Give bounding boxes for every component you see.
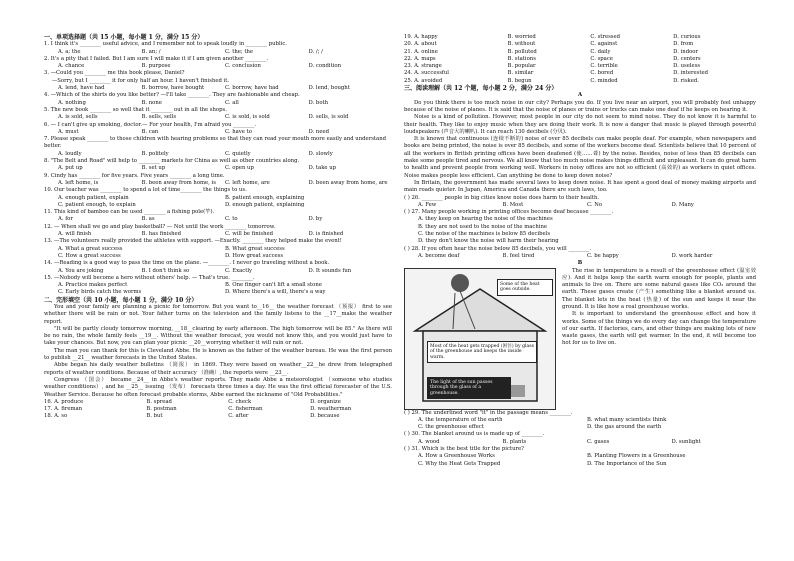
option: C. space — [590, 55, 613, 62]
option: 23. A. strange — [404, 63, 442, 70]
question-9: 9. Cindy has ________ for five years. Five years ________ a long time. — [44, 172, 225, 179]
option: A. enough patient, explain — [58, 194, 129, 201]
option: A. a; the — [58, 48, 81, 55]
q14-options — [44, 268, 392, 275]
question-1: 1. I think it's ________ useful advice, and I remember not to speak loudly in ________ public. — [44, 41, 287, 48]
option: B. borrow, have bought — [141, 85, 205, 92]
option: A. will finish — [58, 231, 92, 238]
option: C. is sold, is sold — [225, 114, 270, 121]
q13-options-row2 — [44, 253, 392, 260]
option: C. open up — [225, 165, 254, 172]
option: A. How a Greenhouse Works — [418, 453, 495, 460]
option: B. stations — [507, 55, 536, 62]
option: D. work harder — [671, 252, 713, 259]
option: A. Few — [418, 201, 437, 208]
option: D. risked. — [673, 77, 699, 84]
option: A. for — [58, 216, 73, 223]
question-29: ( ) 29. The underlined word "it" in the passage means ________. — [404, 409, 573, 416]
question-28: ( ) 28. If you often hear the noise below 85 decibels, you will ________. — [404, 245, 592, 252]
option: 25. A. avoided — [404, 77, 443, 84]
option: C. fisherman — [228, 406, 263, 413]
option: D. lend, bought — [308, 85, 350, 92]
option: C. Early birds catch the worms — [58, 289, 142, 296]
option: C. daily — [590, 48, 611, 55]
q3-options — [44, 85, 392, 92]
option: A. the temperature of the earth — [418, 416, 503, 423]
option: A. You are joking — [58, 267, 104, 274]
option: B. what many scientists think — [587, 416, 667, 423]
option: C. against — [590, 41, 618, 48]
option: B. begun — [507, 77, 532, 84]
sun-icon — [451, 274, 469, 292]
option: D. sells, is sold — [308, 114, 349, 121]
option: C. borrow, have had — [225, 85, 279, 92]
question-30: ( ) 30. The blanket around us is made up of ________. — [404, 431, 545, 438]
option: 21. A. online — [404, 48, 438, 55]
cloze-21-options — [404, 49, 756, 56]
option: C. gases — [587, 438, 610, 445]
option: C. the greenhouse effect — [418, 424, 484, 431]
question-12: 12. — When shall we go and play basketball? — Not until the work ________ tomorrow. — [44, 223, 276, 230]
question-6: 6. — I can't give up smoking, doctor.— For your health, I'm afraid you ________. — [44, 121, 257, 128]
passage-a-paragraph-2: Noise is a kind of pollution. However, most people in our city do not seem to mind noise. They do not know it is harmful to their health. They like to enjoy music when they are doing their work. It is now a danger that music is played through powerful loudspeakers (声音大的喇叭). It can reach 130 decibels (分贝). — [404, 114, 756, 135]
label-heat-trapped: Most of the heat gets trapped (困住) by glass of the greenhouse and keeps the inside warm. — [427, 341, 537, 364]
option: 20. A. about — [404, 41, 437, 48]
option: D. take up — [308, 165, 337, 172]
question-2: 2. It's a pity that I failed. But I am sure I will make it if I am given another ________. — [44, 55, 269, 62]
option: B. Planting Flowers in a Greenhouse — [587, 453, 686, 460]
option: C. to — [225, 216, 238, 223]
option: A. What a great success — [58, 245, 123, 252]
option: D. curious — [673, 34, 701, 40]
q6-options — [44, 129, 392, 136]
option: D. slowly — [308, 150, 333, 157]
cloze-23-options — [404, 63, 756, 70]
q30-options — [404, 439, 756, 446]
section-3-title: 三、阅读理解（共 12 个题，每小题 2 分，满分 24 分） — [404, 85, 558, 93]
q31-options-row1 — [404, 453, 756, 460]
option: D. Many — [671, 201, 694, 208]
option: B. One finger can't lift a small stone — [225, 282, 322, 289]
question-13: 13. —The volunteers really provided the athletes with support. —Exactly. ________ they helped make the event! — [44, 238, 342, 245]
option: C. minded — [590, 77, 618, 84]
option: A. chance — [58, 63, 85, 70]
option: B. has finished — [141, 231, 182, 238]
option: A. nothing — [58, 99, 86, 106]
passage-b-label: B — [577, 260, 583, 267]
option: D. useless — [673, 63, 701, 70]
option: C. stressed — [590, 34, 621, 40]
option: D. interested — [673, 70, 709, 77]
cloze-paragraph-2: "It will be partly cloudy tomorrow morning, __18__clearing by early afternoon. The high tomorrow will be 85." As there will be no rain, the whole family feels __19__. Without the weather forecast, you would not know this, and you would just have to take your chances. But now, you can plan your picnic __20__worrying whether it will rain or not. — [44, 325, 392, 347]
option: D. been away from home, are — [308, 179, 388, 186]
option: 16. A. produce — [44, 398, 84, 405]
option: B. none — [141, 99, 162, 106]
label-light-passes: The light of the sun passes through the glass of a greenhouse. — [427, 377, 511, 400]
option: B. feel tired — [502, 252, 535, 259]
option: B. polluted — [507, 48, 537, 55]
q29-options-row1 — [404, 417, 756, 424]
option: D. they don't know the noise will harm their hearing — [418, 238, 559, 245]
q28-options — [404, 253, 756, 260]
question-11: 11. This kind of bamboo can be used ________ a fishing pole(竿). — [44, 209, 215, 216]
option: C. after — [228, 413, 249, 420]
q9-options — [44, 180, 392, 187]
question-10: 10. Our teacher was ________ to spend a lot of time________ the things to us. — [44, 187, 247, 194]
option: B. What great success — [225, 245, 285, 252]
option: B. but — [146, 413, 163, 420]
cloze-24-options — [404, 70, 756, 77]
q10-options-row1 — [44, 195, 392, 202]
option: D. It sounds fun — [308, 267, 352, 274]
q7-options — [44, 151, 392, 158]
left-column — [44, 34, 392, 421]
question-15: 15. —Nobody will become a hero without others' help. — That's true. ________. — [44, 274, 255, 281]
question-3: 3. —Could you ________ me this book please, Daniel? — [44, 70, 185, 77]
option: A. lend, have had — [58, 85, 105, 92]
passage-a-label: A — [577, 92, 583, 99]
option: D. by — [308, 216, 323, 223]
cloze-25-options — [404, 78, 756, 85]
option: 18. A. so — [44, 413, 68, 420]
option: C. Exactly — [225, 267, 253, 274]
option: B. plants — [502, 438, 527, 445]
passage-b-text — [562, 268, 756, 410]
option: A. they keep on hearing the noise of the machines — [418, 216, 553, 223]
passage-a-paragraph-1: Do you think there is too much noise in our city? Perhaps you do. If you live near an airport, you will probably feel unhappy because of the noise of planes. It is said that the noise of planes or trains or trucks can make one deaf if he keeps on hearing it. — [404, 99, 756, 113]
option: A. left home, is — [58, 179, 99, 186]
option: D. is finished — [308, 231, 344, 238]
option: C. How a great success — [58, 252, 121, 259]
option: B. spread — [146, 398, 172, 405]
section-1-title: 一、单项选择题（共 15 小题，每小题 1 分，满分 15 分） — [44, 34, 204, 41]
option: D. centers — [673, 55, 701, 62]
cloze-17-options — [44, 406, 392, 413]
option: C. will be finished — [225, 231, 274, 238]
option: D. /; / — [308, 48, 323, 55]
option: 19. A. happy — [404, 34, 438, 40]
option: A. is sold, sells — [58, 114, 98, 121]
option: C. No — [587, 201, 603, 208]
option: B. Most — [502, 201, 524, 208]
question-14: 14. —Reading is a good way to pass the time on the plane. —________. I never go traveling without a book. — [44, 260, 330, 267]
cloze-22-options — [404, 56, 756, 63]
q15-options-row2 — [44, 289, 392, 296]
question-27: ( ) 27. Many people working in printing offices become deaf because ________. — [404, 209, 614, 216]
q11-options — [44, 216, 392, 223]
option: A. loudly — [58, 150, 82, 157]
right-column — [404, 34, 756, 468]
cloze-paragraph-4: Abbe began his daily weather bulletins （简报） in 1869. They were based on weather__22__he drew from telegraphed reports of weather conditions. Because of their accuracy （准确）, the reports were __23__. — [44, 362, 392, 376]
option: B. been away from home, is — [141, 179, 216, 186]
q8-options — [44, 165, 392, 172]
q5-options — [44, 114, 392, 121]
question-7: 7. Please speak ________ to those children with hearing problems so that they can read your mouth more easily and understand better. — [44, 136, 386, 150]
q4-options — [44, 100, 392, 107]
option: B. politely — [141, 150, 169, 157]
option: A. become deaf — [418, 252, 460, 259]
cloze-16-options — [44, 399, 392, 406]
cloze-19-options — [404, 34, 756, 41]
passage-a-paragraph-4: In Britain, the government has made several laws to keep down noise. It has spent a good deal of money making airports and main roads quieter. In Japan, America and Canada there are such laws, too. — [404, 179, 756, 194]
option: D. organize — [310, 398, 341, 405]
option: D. indoor — [673, 48, 699, 55]
option: B. an; / — [141, 48, 161, 55]
q2-options — [44, 63, 392, 70]
cloze-paragraph-5: Congress （国会） became__24__ in Abbe's weather reports. They made Abbe a meteorologist （someone who studies weather conditions）, and he __25__ issuing （发布） forecasts three times a day. He was the first official forecaster of the U.S. Weather Service. Because he often forecast probable storms, Abbe earned the nickname of "Old Probabilities." — [44, 376, 392, 398]
option: C. the; the — [225, 48, 254, 55]
section-2-title: 二、完形填空（共 10 小题，每小题 1 分，满分 10 分） — [44, 296, 198, 304]
option: B. sells, sells — [141, 114, 177, 121]
option: D. condition — [308, 63, 342, 70]
option: D. The Importance of the Sun — [587, 460, 667, 467]
option: 22. A. maps — [404, 55, 436, 62]
option: C. quietly — [225, 150, 251, 157]
cloze-18-options — [44, 413, 392, 420]
question-31: ( ) 31. Which is the best title for the picture? — [404, 445, 525, 452]
passage-b-paragraph-2: It is important to understand the greenhouse effect and how it works. Some of the things we do every day can change the temperature of our earth. If factories, cars, and other things are making lots of new waste gases, the earth will get warmer. In the end, it will become too hot for us to live on. — [562, 311, 756, 347]
q1-options — [44, 49, 392, 56]
option: D. the gas around the earth — [587, 424, 662, 431]
passage-a-paragraph-3: It is known that continuous (连续不断的) noise of over 85 decibels can make people deaf. For example, when newspapers and books are being printed, the noise is over 85 decibels, and some of the workers become deaf. Scientists believe that 10 percent of all the workers in British printing offices have been deafened (使……聋) by the noise. Besides, noise of less than 85 decibels can make some people tired and nervous. We all know that too much noise makes things difficult and unpleasant. It can do great harm to health and prevent people from working well. Workers in noisy offices are not so efficient (高效的) as workers in quiet offices. Noise makes people less efficient. Can anything be done to keep down noise? — [404, 136, 756, 179]
option: A. wood — [418, 438, 440, 445]
option: D. both — [308, 99, 329, 106]
option: B. purpose — [141, 63, 171, 70]
option: B. without — [507, 41, 536, 48]
option: B. I don't think so — [141, 267, 190, 274]
option: C. Why the Heat Gets Trapped — [418, 460, 501, 467]
option: A. Practice makes perfect — [58, 282, 128, 289]
option: C. left home, are — [225, 179, 270, 186]
question-5: 5. The new book ________ so well that it ________ out in all the shops. — [44, 106, 227, 113]
q31-options-row2 — [404, 461, 756, 468]
option: C. terrible — [590, 63, 618, 70]
option: C. patient enough, to explain — [58, 201, 136, 208]
option: D. enough patient, explaining — [225, 201, 305, 208]
option: B. patient enough, explaining — [225, 194, 305, 201]
option: D. Where there's a will, there's a way — [225, 289, 326, 296]
option: B. popular — [507, 63, 536, 70]
option: 17. A. fireman — [44, 406, 83, 413]
option: B. as — [141, 216, 155, 223]
passage-b-block — [404, 268, 756, 410]
passage-b-paragraph-1: The rise in temperature is a result of the greenhouse effect (温室效应). And it helps keep the earth warm enough for people, plants and animals to live on. There are some natural gases like CO₂ around the earth. These gases create (产生) something like a blanket around us. The blanket lets in the heat (热量) of the sun and keeps it near the ground. It is like how a real greenhouse works. — [562, 267, 756, 310]
q12-options — [44, 231, 392, 238]
option: D. sunlight — [671, 438, 701, 445]
question-8: 8. "The Belt and Road" will help to ________ markets for China as well as other countries along. — [44, 158, 300, 165]
option: D. from — [673, 41, 694, 48]
q13-options-row1 — [44, 246, 392, 253]
option: B. can — [141, 128, 159, 135]
option: D. because — [310, 413, 340, 420]
greenhouse-illustration — [404, 268, 556, 410]
option: C. conclusion — [225, 63, 261, 70]
cloze-20-options — [404, 41, 756, 48]
cloze-paragraph-1: You and your family are planning a picnic for tomorrow. But you want to__16__ the weather forecast （预报） first to see whether there will be rain or not. Your father turns on the television and the family listens to the __17__make the weather report. — [44, 303, 392, 325]
option: C. bored — [590, 70, 614, 77]
option: 24. A. successful — [404, 70, 450, 77]
option: B. similar — [507, 70, 534, 77]
option: C. have to — [225, 128, 252, 135]
question-26: ( ) 26. ________ people in big cities know noise does harm to their health. — [404, 194, 600, 201]
option: A. must — [58, 128, 79, 135]
option: B. postman — [146, 406, 177, 413]
option: B. set up — [141, 165, 166, 172]
option: B. they are not used to the noise of the machine — [418, 223, 548, 230]
option: C. all — [225, 99, 239, 106]
q15-options-row1 — [44, 282, 392, 289]
option: D. weatherman — [310, 406, 352, 413]
option: C. the noise of the machines is below 85 decibels — [418, 231, 551, 238]
option: C. check — [228, 398, 252, 405]
label-heat-goes-outside: Some of the heat goes outside. — [497, 279, 553, 296]
question-4: 4. —Which of the shirts do you like better? —I'll take ________. They are fashionable and cheap. — [44, 92, 300, 99]
option: B. worried — [507, 34, 536, 40]
option: D. How great success — [225, 252, 284, 259]
option: D. need — [308, 128, 329, 135]
option: C. be happy — [587, 252, 619, 259]
question-3-line2: —Sorry, but I ________ it for only half an hour. I haven't finished it. — [52, 77, 230, 84]
option: A. put up — [58, 165, 83, 172]
cloze-paragraph-3: The man you can thank for this is Cleveland Abbe. He is known as the father of the weather bureau. He was the first person to publish __21__ weather forecasts in the United States. — [44, 347, 392, 362]
